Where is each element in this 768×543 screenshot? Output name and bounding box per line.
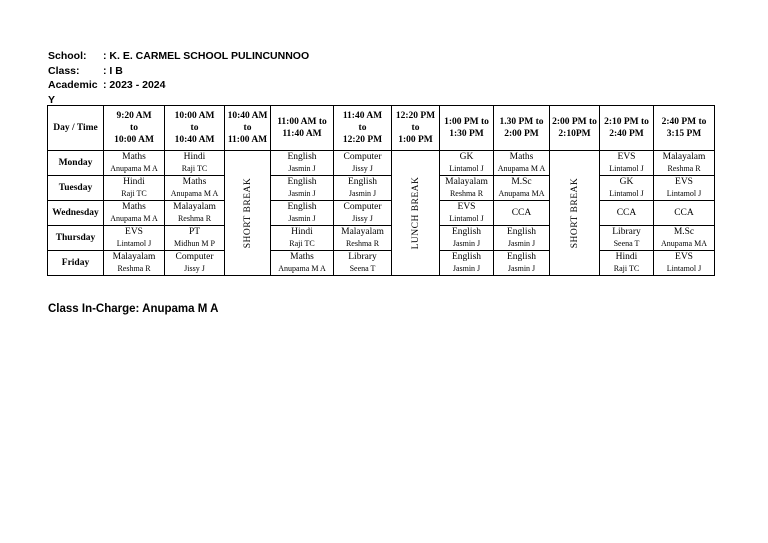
teacher-cell: Anupama M A xyxy=(494,163,550,176)
subject-cell: Maths xyxy=(165,176,225,189)
subject-cell: Malayalam xyxy=(440,176,494,189)
subject-cell: English xyxy=(271,201,334,214)
teacher-cell: Jasmin J xyxy=(494,263,550,276)
year-row xyxy=(48,78,309,107)
subject-cell: M.Sc xyxy=(654,226,715,239)
header-line: 11:00 AM to xyxy=(277,117,327,127)
subject-cell: EVS xyxy=(104,226,165,239)
teacher-cell: Raji TC xyxy=(165,163,225,176)
subject-cell: GK xyxy=(600,176,654,189)
header-line: 2:40 PM xyxy=(609,129,644,139)
subject-cell: Computer xyxy=(165,251,225,264)
teacher-cell: Lintamol J xyxy=(654,263,715,276)
day-time-header xyxy=(48,106,104,151)
time-slot-header xyxy=(165,106,225,151)
school-value: : K. E. CARMEL SCHOOL PULINCUNNOO xyxy=(103,50,310,62)
teacher-cell: Anupama M A xyxy=(271,263,334,276)
teacher-cell: Raji TC xyxy=(104,188,165,201)
subject-cell: English xyxy=(494,251,550,264)
subject-cell: Malayalam xyxy=(334,226,392,239)
time-slot-header xyxy=(440,106,494,151)
subject-cell: Hindi xyxy=(165,151,225,164)
header-line: 12:20 PM xyxy=(395,111,436,121)
subject-cell: EVS xyxy=(600,151,654,164)
teacher-cell: Jasmin J xyxy=(334,188,392,201)
teacher-cell: Jasmin J xyxy=(440,238,494,251)
day-label: Thursday xyxy=(48,226,104,251)
day-row-subjects xyxy=(48,176,715,189)
header-line: 11:00 AM xyxy=(227,135,268,145)
subject-cell: Computer xyxy=(334,151,392,164)
teacher-cell: Anupama MA xyxy=(494,188,550,201)
class-incharge: Class In-Charge: Anupama M A xyxy=(48,303,219,315)
teacher-cell: Lintamol J xyxy=(104,238,165,251)
teacher-cell: Jissy J xyxy=(165,263,225,276)
header-line: to xyxy=(358,123,367,133)
teacher-cell: Lintamol J xyxy=(654,188,715,201)
subject-cell: Malayalam xyxy=(654,151,715,164)
time-slot-header xyxy=(494,106,550,151)
teacher-cell: Jissy J xyxy=(334,213,392,226)
header-line: 2:40 PM to xyxy=(661,117,707,127)
teacher-cell: Reshma R xyxy=(654,163,715,176)
teacher-cell: Anupama MA xyxy=(654,238,715,251)
teacher-cell: Anupama M A xyxy=(104,163,165,176)
time-slot-header xyxy=(225,106,271,151)
teacher-cell: Jasmin J xyxy=(271,188,334,201)
class-label: Class: xyxy=(48,64,80,77)
header-line: 2:10 PM to xyxy=(604,117,649,127)
day-row-subjects xyxy=(48,251,715,264)
header-line: to xyxy=(130,123,138,133)
header-line: to xyxy=(411,123,420,133)
header-line: 2:10PM xyxy=(558,129,591,139)
teacher-cell: Lintamol J xyxy=(600,163,654,176)
header-line: to xyxy=(190,123,199,133)
subject-cell: Malayalam xyxy=(165,201,225,214)
teacher-cell: Reshma R xyxy=(104,263,165,276)
header-line: 10:40 AM xyxy=(174,135,215,145)
subject-cell: Hindi xyxy=(271,226,334,239)
subject-cell: CCA xyxy=(494,201,550,226)
subject-cell: English xyxy=(334,176,392,189)
subject-cell: M.Sc xyxy=(494,176,550,189)
subject-cell: EVS xyxy=(654,251,715,264)
subject-cell: Maths xyxy=(494,151,550,164)
subject-cell: English xyxy=(271,151,334,164)
time-slot-header xyxy=(550,106,600,151)
subject-cell: English xyxy=(494,226,550,239)
subject-cell: CCA xyxy=(600,201,654,226)
break-label: SHORT BREAK xyxy=(242,177,253,249)
day-row-subjects xyxy=(48,226,715,239)
subject-cell: EVS xyxy=(654,176,715,189)
day-label: Friday xyxy=(48,251,104,276)
time-slot-header xyxy=(392,106,440,151)
header-line: 3:15 PM xyxy=(666,129,702,139)
header-line: to xyxy=(243,123,252,133)
subject-cell: Maths xyxy=(271,251,334,264)
header-line: 1:00 PM xyxy=(398,135,433,145)
subject-cell: Maths xyxy=(104,151,165,164)
break-label: LUNCH BREAK xyxy=(410,176,421,250)
teacher-cell: Raji TC xyxy=(600,263,654,276)
subject-cell: English xyxy=(440,226,494,239)
teacher-cell: Seena T xyxy=(334,263,392,276)
day-row-teachers xyxy=(48,263,715,276)
header-line: 10:40 AM xyxy=(227,111,268,121)
subject-cell: PT xyxy=(165,226,225,239)
day-label: Wednesday xyxy=(48,201,104,226)
day-label: Monday xyxy=(48,151,104,176)
teacher-cell: Jasmin J xyxy=(494,238,550,251)
subject-cell: Malayalam xyxy=(104,251,165,264)
teacher-cell: Raji TC xyxy=(271,238,334,251)
teacher-cell: Jissy J xyxy=(334,163,392,176)
header-line: Day / Time xyxy=(53,123,98,133)
header-line: 1:30 PM xyxy=(449,129,484,139)
subject-cell: English xyxy=(440,251,494,264)
header-line: 11:40 AM xyxy=(342,111,383,121)
school-row xyxy=(48,49,309,64)
teacher-cell: Reshma R xyxy=(440,188,494,201)
header-line: 11:40 AM xyxy=(282,129,322,139)
subject-cell: Hindi xyxy=(104,176,165,189)
teacher-cell: Midhun M P xyxy=(165,238,225,251)
subject-cell: English xyxy=(271,176,334,189)
subject-cell: Hindi xyxy=(600,251,654,264)
time-slot-header xyxy=(271,106,334,151)
day-row-teachers xyxy=(48,238,715,251)
class-row xyxy=(48,64,309,79)
break-label: SHORT BREAK xyxy=(569,177,580,249)
school-info xyxy=(48,49,309,107)
lunch-break-cell xyxy=(392,151,440,276)
day-row-teachers xyxy=(48,163,715,176)
header-line: 9:20 AM xyxy=(116,111,152,121)
teacher-cell: Reshma R xyxy=(334,238,392,251)
teacher-cell: Anupama M A xyxy=(165,188,225,201)
teacher-cell: Jasmin J xyxy=(271,213,334,226)
teacher-cell: Reshma R xyxy=(165,213,225,226)
day-row-subjects xyxy=(48,201,715,214)
teacher-cell: Lintamol J xyxy=(600,188,654,201)
subject-cell: Library xyxy=(334,251,392,264)
teacher-cell: Lintamol J xyxy=(440,213,494,226)
time-slot-header xyxy=(654,106,715,151)
class-value: : I B xyxy=(103,64,123,77)
header-line: 1.30 PM to xyxy=(499,117,544,127)
header-row xyxy=(48,106,715,151)
year-label: Academic Y xyxy=(48,79,98,106)
header-line: 12:20 PM xyxy=(342,135,383,145)
header-line: 2:00 PM xyxy=(504,129,539,139)
time-slot-header xyxy=(334,106,392,151)
subject-cell: CCA xyxy=(654,201,715,226)
header-line: 2:00 PM to xyxy=(552,117,597,127)
day-row-subjects xyxy=(48,151,715,164)
day-label: Tuesday xyxy=(48,176,104,201)
subject-cell: EVS xyxy=(440,201,494,214)
teacher-cell: Jasmin J xyxy=(271,163,334,176)
subject-cell: Computer xyxy=(334,201,392,214)
school-label: School: xyxy=(48,50,87,62)
short-break-cell xyxy=(550,151,600,276)
header-line: 1:00 PM to xyxy=(444,117,489,127)
teacher-cell: Jasmin J xyxy=(440,263,494,276)
subject-cell: Maths xyxy=(104,201,165,214)
year-value: : 2023 - 2024 xyxy=(103,79,166,91)
header-line: 10:00 AM xyxy=(114,135,154,145)
teacher-cell: Anupama M A xyxy=(104,213,165,226)
subject-cell: GK xyxy=(440,151,494,164)
day-row-teachers xyxy=(48,188,715,201)
short-break-cell xyxy=(225,151,271,276)
subject-cell: Library xyxy=(600,226,654,239)
time-slot-header xyxy=(600,106,654,151)
time-slot-header xyxy=(104,106,165,151)
teacher-cell: Seena T xyxy=(600,238,654,251)
teacher-cell: Lintamol J xyxy=(440,163,494,176)
timetable xyxy=(47,105,715,276)
header-line: 10:00 AM xyxy=(174,111,215,121)
